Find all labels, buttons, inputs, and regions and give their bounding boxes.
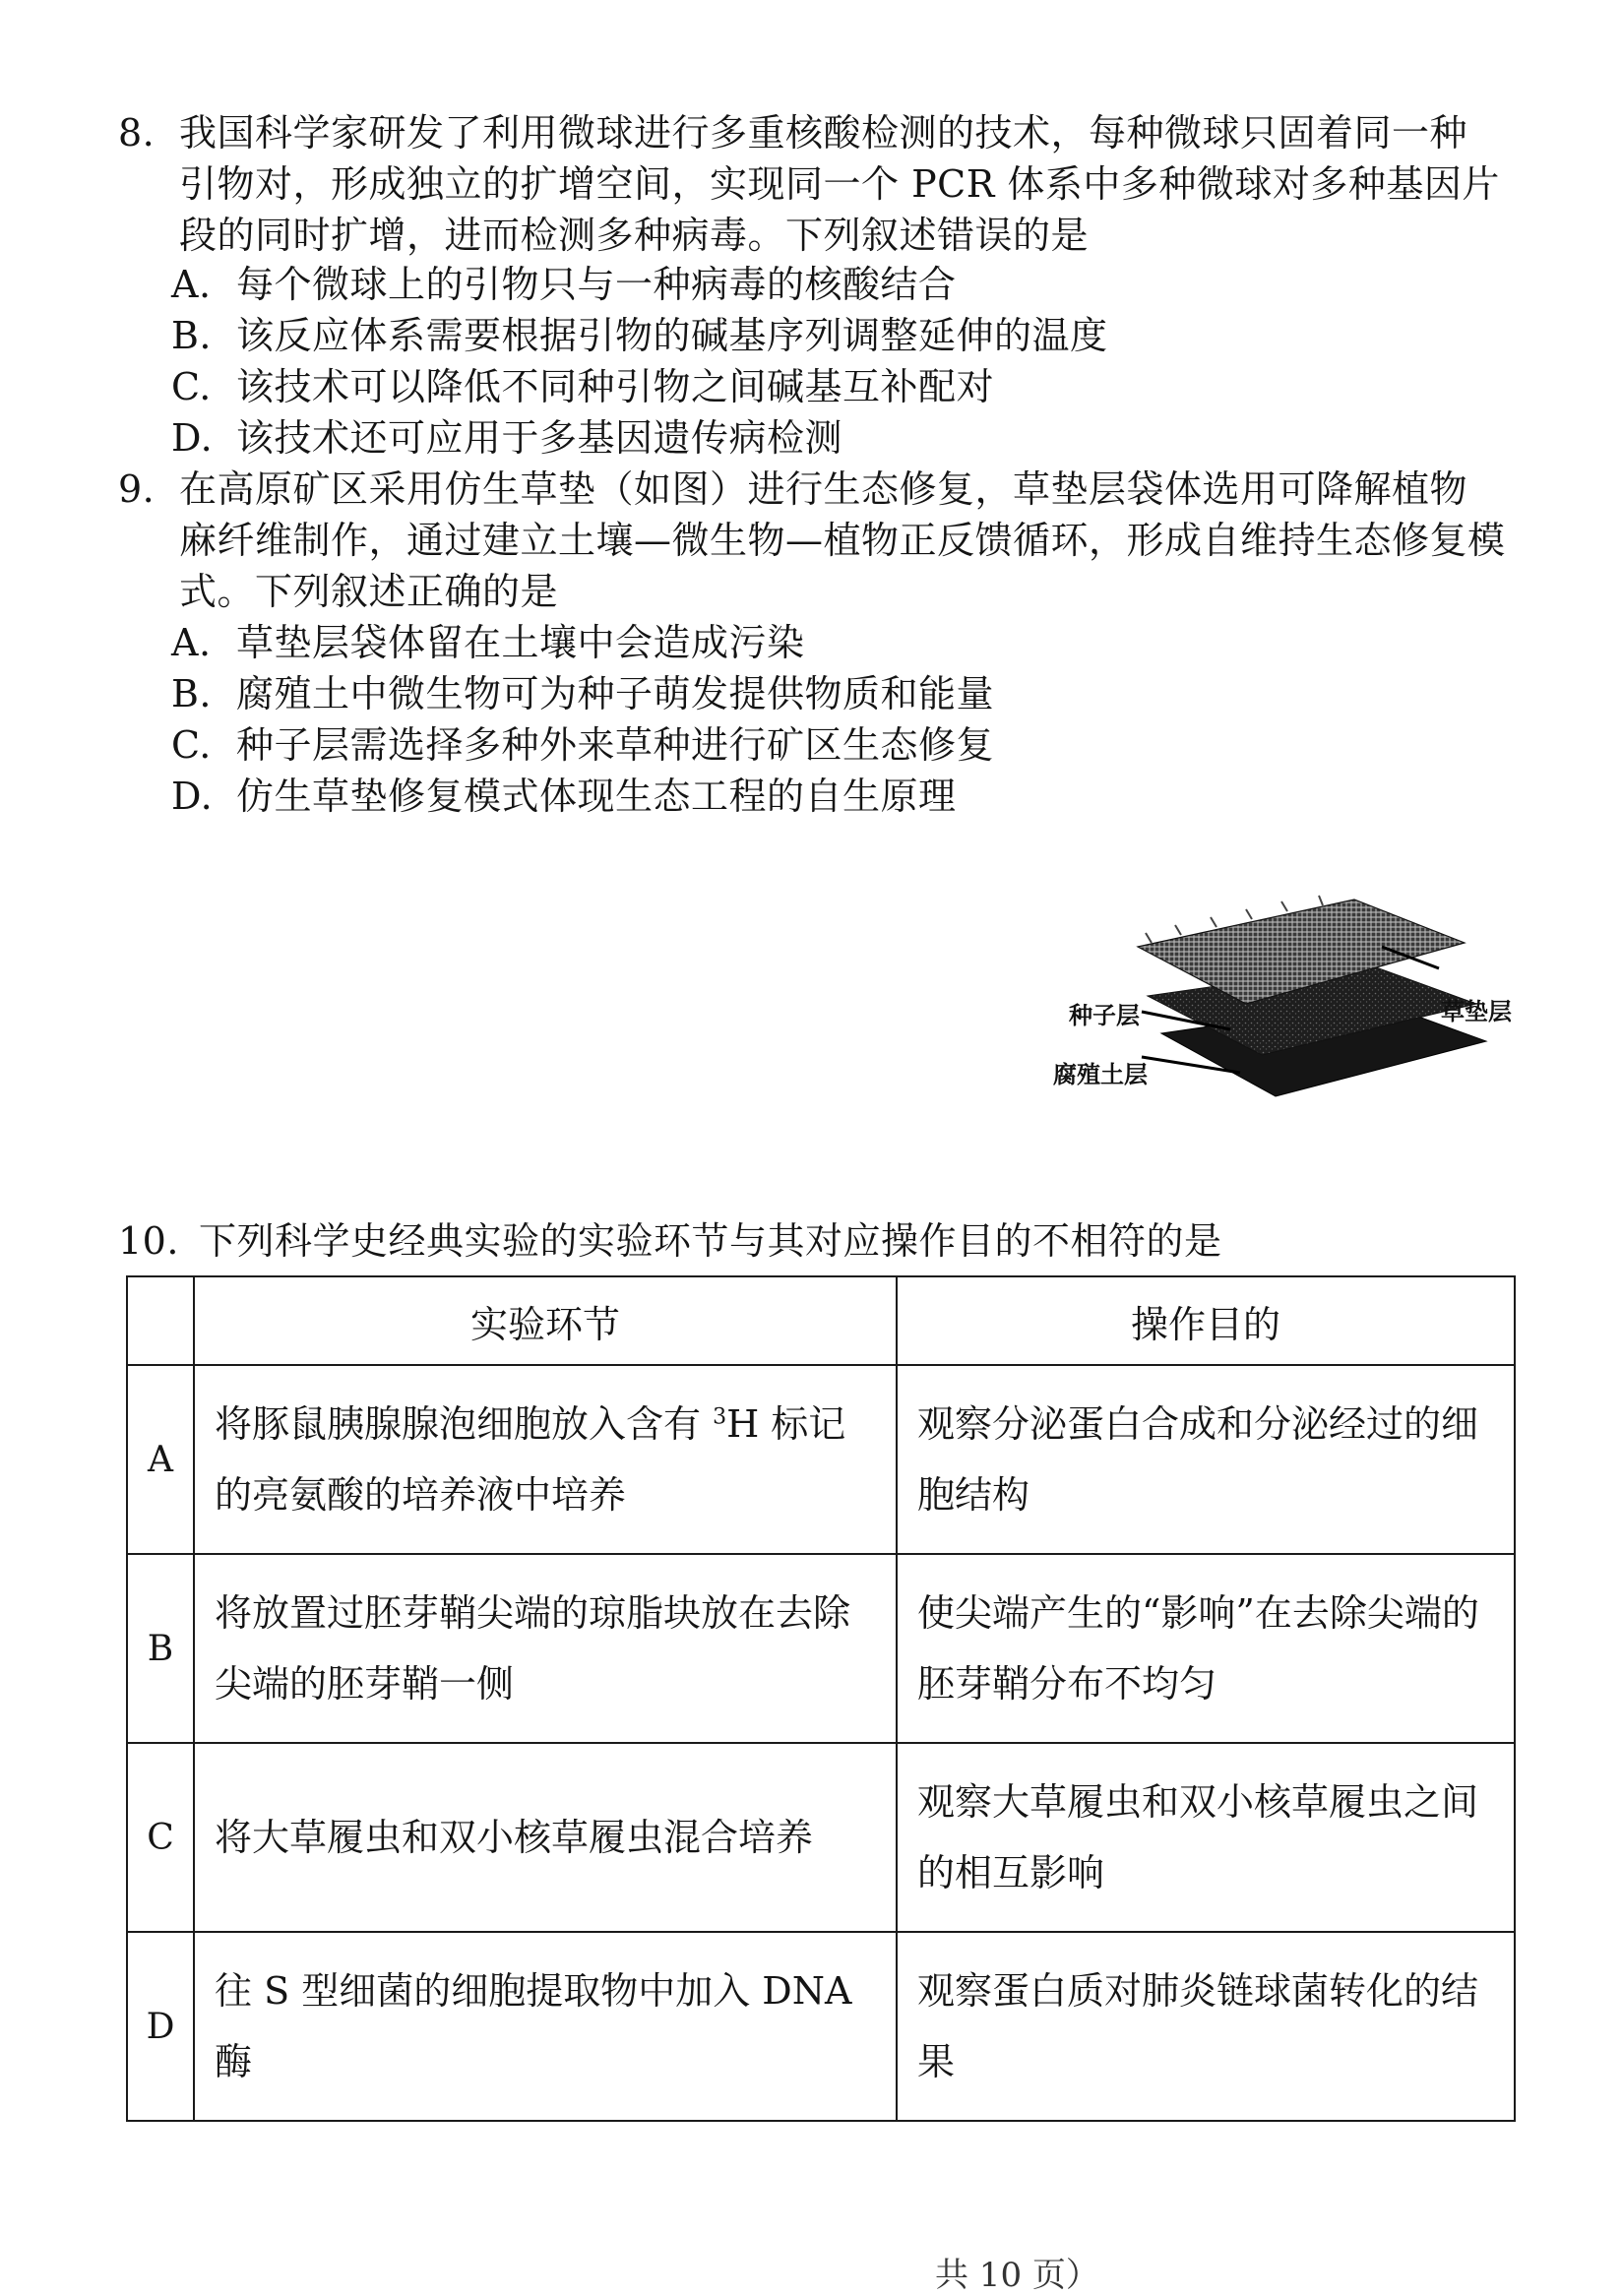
q8-option-a: A. 每个微球上的引物只与一种病毒的核酸结合 [171, 263, 957, 306]
header-step: 实验环节 [194, 1276, 897, 1365]
q10-number: 10. [118, 1219, 179, 1263]
q9-stem-line-2: 麻纤维制作，通过建立土壤—微生物—植物正反馈循环，形成自维持生态修复模 [179, 519, 1506, 562]
table-row [127, 1932, 1515, 2121]
q9-option-a: A. 草垫层袋体留在土壤中会造成污染 [171, 621, 805, 664]
row-letter: B [127, 1554, 194, 1743]
header-purpose: 操作目的 [897, 1276, 1515, 1365]
page-footer: 共 10 页） [935, 2256, 1099, 2295]
q10-table [126, 1275, 1516, 2122]
q8-option-d: D. 该技术还可应用于多基因遗传病检测 [171, 416, 843, 460]
header-blank [127, 1276, 194, 1365]
grass-mat-figure [1043, 886, 1535, 1122]
q10-stem: 10. 下列科学史经典实验的实验环节与其对应操作目的不相符的是 [118, 1219, 1222, 1263]
q8-option-c: C. 该技术可以降低不同种引物之间碱基互补配对 [171, 365, 995, 408]
row-letter: C [127, 1743, 194, 1932]
q8-option-b: B. 该反应体系需要根据引物的碱基序列调整延伸的温度 [171, 314, 1108, 357]
q9-option-d: D. 仿生草垫修复模式体现生态工程的自生原理 [171, 775, 957, 818]
row-letter: D [127, 1932, 194, 2121]
q8-stem-line-1: 8. 我国科学家研发了利用微球进行多重核酸检测的技术，每种微球只固着同一种 [118, 111, 1468, 155]
humus-layer-label: 腐殖土层 [1053, 1061, 1148, 1088]
row-step: 将大草履虫和双小核草履虫混合培养 [194, 1743, 897, 1932]
q9-stem-line-1: 9. 在高原矿区采用仿生草垫（如图）进行生态修复，草垫层袋体选用可降解植物 [118, 467, 1468, 511]
q9-stem-line-3: 式。下列叙述正确的是 [179, 570, 559, 613]
table-row [127, 1743, 1515, 1932]
row-purpose: 观察大草履虫和双小核草履虫之间的相互影响 [897, 1743, 1515, 1932]
row-letter: A [127, 1365, 194, 1554]
q9-number: 9. [118, 467, 156, 511]
q8-number: 8. [118, 111, 156, 155]
table-row [127, 1365, 1515, 1554]
seed-layer-label: 种子层 [1069, 1002, 1140, 1029]
table-row [127, 1554, 1515, 1743]
q8-stem-line-3: 段的同时扩增，进而检测多种病毒。下列叙述错误的是 [179, 214, 1090, 257]
row-step: 将放置过胚芽鞘尖端的琼脂块放在去除尖端的胚芽鞘一侧 [194, 1554, 897, 1743]
row-purpose: 观察分泌蛋白合成和分泌经过的细胞结构 [897, 1365, 1515, 1554]
row-purpose: 使尖端产生的“影响”在去除尖端的胚芽鞘分布不均匀 [897, 1554, 1515, 1743]
q8-stem-line-2: 引物对，形成独立的扩增空间，实现同一个 PCR 体系中多种微球对多种基因片 [179, 162, 1500, 206]
row-step: 将豚鼠胰腺腺泡细胞放入含有 $^3$H 标记的亮氨酸的培养液中培养 [194, 1365, 897, 1554]
row-purpose: 观察蛋白质对肺炎链球菌转化的结果 [897, 1932, 1515, 2121]
row-step: 往 S 型细菌的细胞提取物中加入 DNA 酶 [194, 1932, 897, 2121]
table-header-row [127, 1276, 1515, 1365]
grass-mat-layer-label: 草垫层 [1441, 998, 1512, 1025]
q9-option-b: B. 腐殖土中微生物可为种子萌发提供物质和能量 [171, 672, 995, 715]
q9-option-c: C. 种子层需选择多种外来草种进行矿区生态修复 [171, 723, 995, 767]
